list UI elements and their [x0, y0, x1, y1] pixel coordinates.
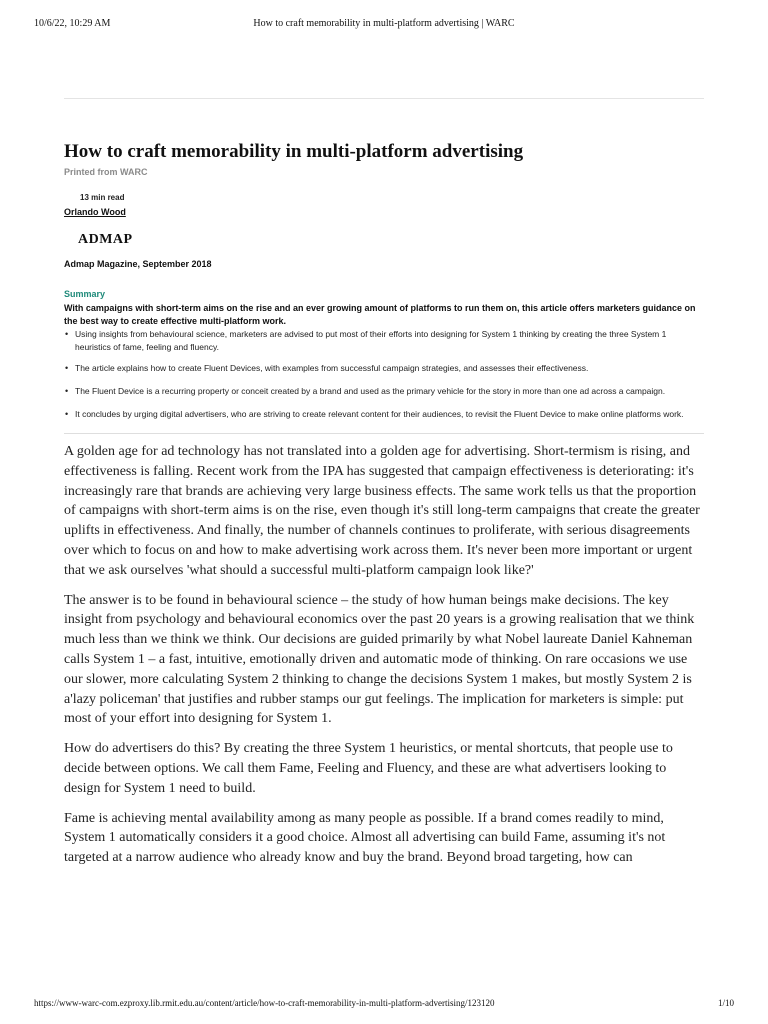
- print-doc-title: How to craft memorability in multi-platform advertising | WARC: [253, 18, 515, 29]
- bullet-icon: •: [65, 363, 69, 373]
- body-paragraph: The answer is to be found in behavioural science – the study of how human beings make decisions. The key insight from psychology and behavioural economics over the past 20 years is a growing realisation that we think much less than we think we think. Our decisions are guided primarily by what Nobel laureate Daniel Kahneman calls System 1 – a fast, intuitive, emotionally driven and automatic mode of thinking. On rare occasions we use our slower, more calculating System 2 thinking to change the decisions System 1 makes, but mostly System 2 is a'lazy policeman' that justifies and rubber stamps our gut feelings. The implication for marketers is simple: put most of your effort into designing for System 1.: [64, 592, 695, 727]
- summary-section: [64, 289, 704, 421]
- body-paragraph: Fame is achieving mental availability among as many people as possible. If a brand comes readily to mind, System 1 automatically considers it a good choice. Almost all advertising can build Fame, assuming it's not targeted at a narrow audience who already know and buy the brand. Beyond broad targeting, how can: [64, 810, 666, 866]
- summary-point-text: Using insights from behavioural science, marketers are advised to put most of their efforts into designing for System 1 thinking by creating the three System 1 heuristics of fame, feeling and fluency.: [75, 329, 667, 352]
- top-divider: [64, 98, 704, 99]
- body-paragraph: A golden age for ad technology has not translated into a golden age for advertising. Short-termism is rising, and effectiveness is falling. Recent work from the IPA has suggested that campaign effectiveness is deteriorating: it's increasingly rare that brands are achieving very large business effects. The same work tells us that the proportion of campaigns with short-term aims is on the rise, even though it's still long-term campaigns that create the greater uplifts in effectiveness. And finally, the number of channels continues to proliferate, with serious disagreements over which to focus on and how to make advertising work across them. It's never been more important or urgent that we ask ourselves 'what should a successful multi-platform campaign look like?': [64, 444, 700, 578]
- print-footer: [34, 998, 734, 1012]
- summary-label: Summary: [64, 289, 106, 299]
- source-publication: Admap Magazine, September 2018: [64, 259, 212, 269]
- summary-point-text: It concludes by urging digital advertisers, who are striving to create relevant content for their audiences, to revisit the Fluent Device to make online platforms work.: [75, 409, 684, 419]
- author-link[interactable]: Orlando Wood: [64, 207, 126, 217]
- body-paragraph: How do advertisers do this? By creating the three System 1 heuristics, or mental shortcuts, that people use to decide between options. We call them Fame, Feeling and Fluency, and these are what advertisers looking to design for System 1 need to build.: [64, 741, 673, 796]
- printed-from: Printed from WARC: [64, 167, 148, 177]
- print-url: https://www-warc-com.ezproxy.lib.rmit.edu.au/content/article/how-to-craft-memorability-in-multi-platform-advertising/123120: [34, 998, 495, 1008]
- bullet-icon: •: [65, 409, 69, 419]
- article-title: How to craft memorability in multi-platform advertising: [64, 141, 524, 162]
- article: [64, 140, 704, 878]
- summary-lead: With campaigns with short-term aims on the rise and an ever growing amount of platforms to run them on, this article offers marketers guidance on the best way to create effective multi-platform work.: [64, 303, 696, 326]
- read-time: 13 min read: [80, 193, 125, 202]
- article-body: [64, 442, 704, 868]
- summary-points: [64, 328, 704, 421]
- summary-point-text: The Fluent Device is a recurring property or conceit created by a brand and used as the primary vehicle for the story in more than one ad across a campaign.: [75, 386, 666, 396]
- print-header: [34, 18, 734, 32]
- print-datetime: 10/6/22, 10:29 AM: [34, 18, 111, 29]
- admap-logo: ADMAP: [78, 232, 133, 247]
- bullet-icon: •: [65, 386, 69, 396]
- bullet-icon: •: [65, 329, 69, 339]
- summary-point-text: The article explains how to create Fluent Devices, with examples from successful campaign strategies, and assesses their effectiveness.: [75, 363, 589, 373]
- summary-divider: [64, 433, 704, 434]
- summary-point: [64, 362, 704, 375]
- summary-point: [64, 408, 704, 421]
- summary-point: [64, 328, 704, 354]
- page-number: 1/10: [717, 998, 734, 1008]
- summary-point: [64, 385, 704, 398]
